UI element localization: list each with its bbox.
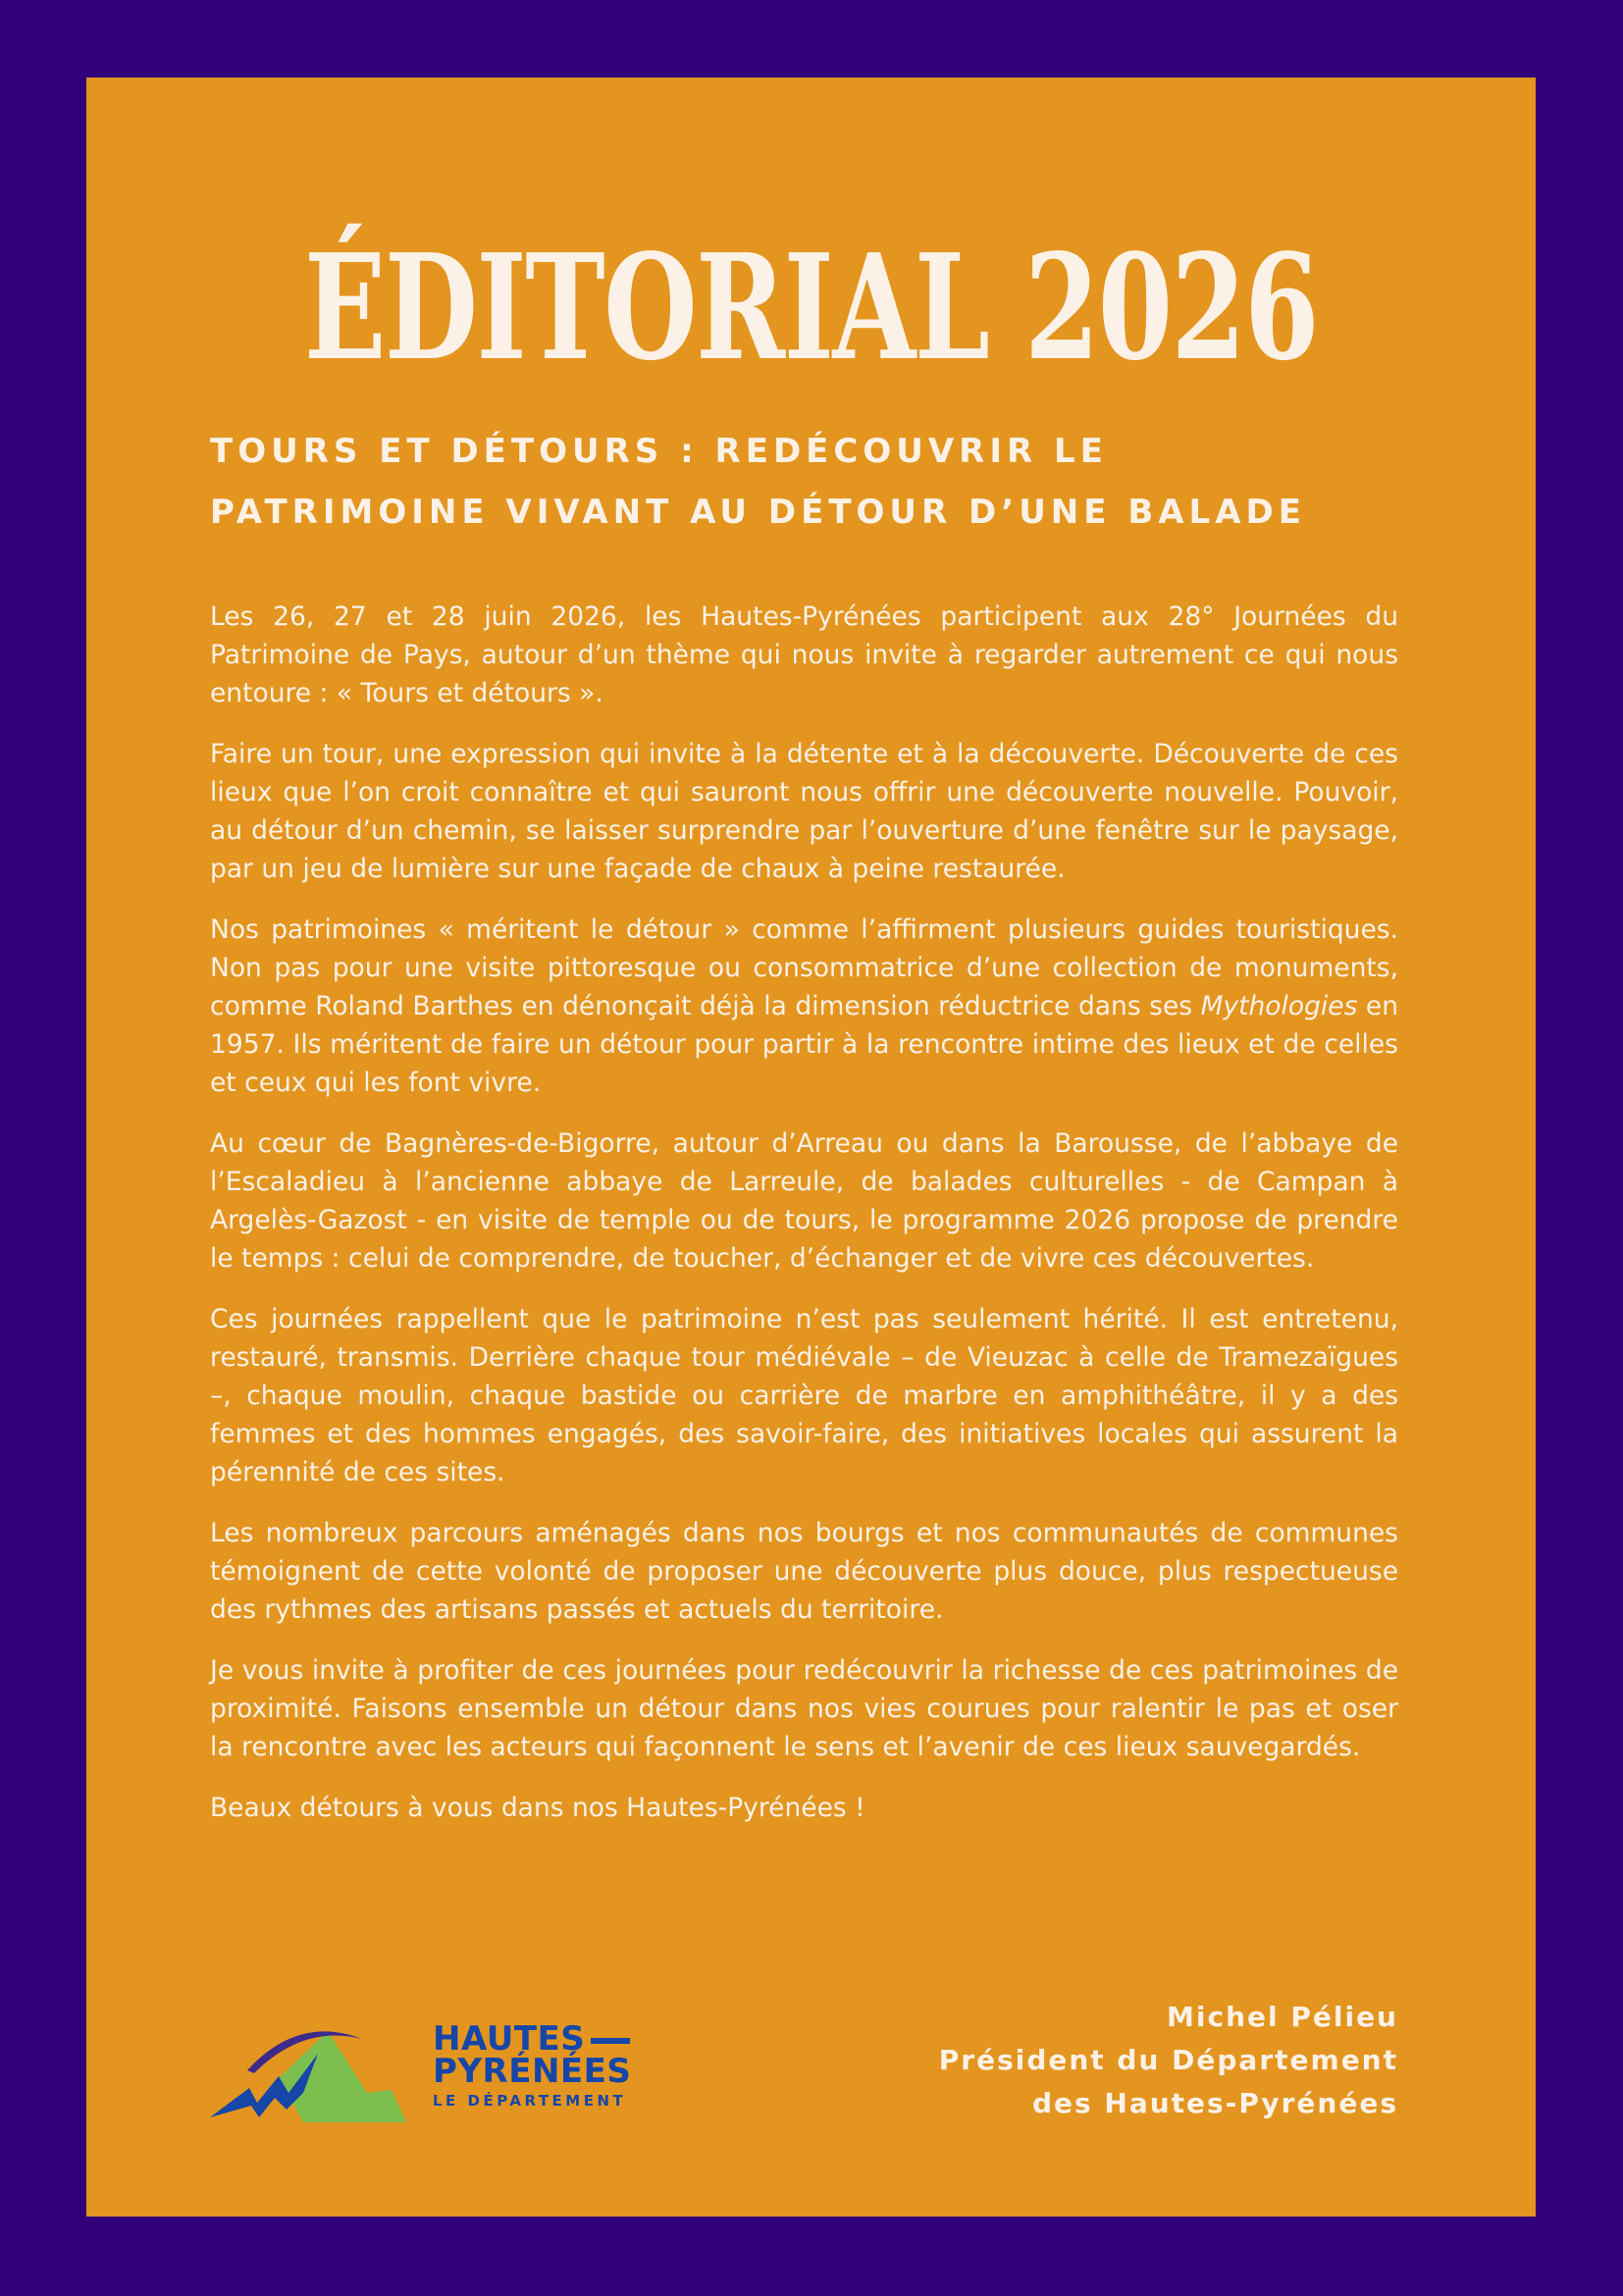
paragraph-3-end: en 1957. Ils méritent de faire un détour pour partir à la rencontre intime des lieux et de celles et ceux qui les font vivre. [210,991,1399,1098]
paragraph-1: Les 26, 27 et 28 juin 2026, les Hautes-Pyrénées participent aux 28° Journées du Patrimoine de Pays, autour d’un thème qui nous invite à regarder autrement ce qui nous entoure : « Tours et détours ». [210,601,1398,708]
logo-line-1: HAUTES [433,2023,631,2056]
logo-line-2: PYRÉNÉES [433,2052,632,2091]
paragraph-8: Beaux détours à vous dans nos Hautes-Pyrénées ! [210,1793,865,1823]
paragraph-7: Je vous invite à profiter de ces journées pour redécouvrir la richesse de ces patrimoines de proximité. Faisons ensemble un détour dans nos vies courues pour ralentir le pas et oser la rencontre avec les acteurs qui façonnent le sens et l’avenir de ces lieux sauvegardés. [210,1655,1398,1762]
paragraph-4: Au cœur de Bagnères-de-Bigorre, autour d’Arreau ou dans la Barousse, de l’abbaye de l’Escaladieu à l’ancienne abbaye de Larreule, de balades culturelles - de Campan à Argelès-Gazost - en visite de temple ou de tours, le programme 2026 propose de prendre le temps : celui de comprendre, de toucher, d’échanger et de vivre ces découvertes. [210,1128,1398,1274]
logo-line-3: LE DÉPARTEMENT [433,2092,627,2110]
department-logo [210,2019,642,2127]
mountain-logo-icon [210,2019,426,2127]
paragraph-3 [210,911,1398,1102]
editorial-panel [86,78,1536,2217]
editorial-content [210,421,1398,1850]
signature-name: Michel Pélieu [1167,2001,1398,2033]
headline: TOURS ET DÉTOURS : REDÉCOUVRIR LE PATRIMOINE VIVANT AU DÉTOUR D’UNE BALADE [210,432,1306,532]
page-title: ÉDITORIAL 2026 [303,222,1319,392]
paragraph-5: Ces journées rappellent que le patrimoine n’est pas seulement hérité. Il est entretenu, restauré, transmis. Derrière chaque tour médiévale – de Vieuzac à celle de Tramezaïgues –, chaque moulin, chaque bastide ou carrière de marbre en amphithéâtre, il y a des femmes et des hommes engagés, des savoir-faire, des initiatives locales qui assurent la pérennité de ces sites. [210,1304,1398,1487]
paragraph-2: Faire un tour, une expression qui invite à la détente et à la découverte. Découverte de ces lieux que l’on croit connaître et qui sauront nous offrir une découverte nouvelle. Pouvoir, au détour d’un chemin, se laisser surprendre par l’ouverture d’une fenêtre sur le paysage, par un jeu de lumière sur une façade de chaux à peine restaurée. [210,739,1398,884]
logo-wordmark [433,2019,632,2110]
book-title: Mythologies [1200,991,1358,1021]
footer [210,1976,1398,2163]
signature [939,1996,1398,2125]
paragraph-3-start: Nos patrimoines « méritent le détour » comme l’affirment plusieurs guides touristiques. Non pas pour une visite pittoresque ou consommatrice d’une collection de monuments, comme Roland Barthes en dénonçait déjà la dimension réductrice dans ses [210,914,1398,1021]
signature-place: des Hautes-Pyrénées [1031,2087,1398,2119]
signature-role: Président du Département [938,2044,1398,2076]
paragraph-6: Les nombreux parcours aménagés dans nos bourgs et nos communautés de communes témoignent de cette volonté de proposer une découverte plus douce, plus respectueuse des rythmes des artisans passés et actuels du territoire. [210,1518,1398,1625]
